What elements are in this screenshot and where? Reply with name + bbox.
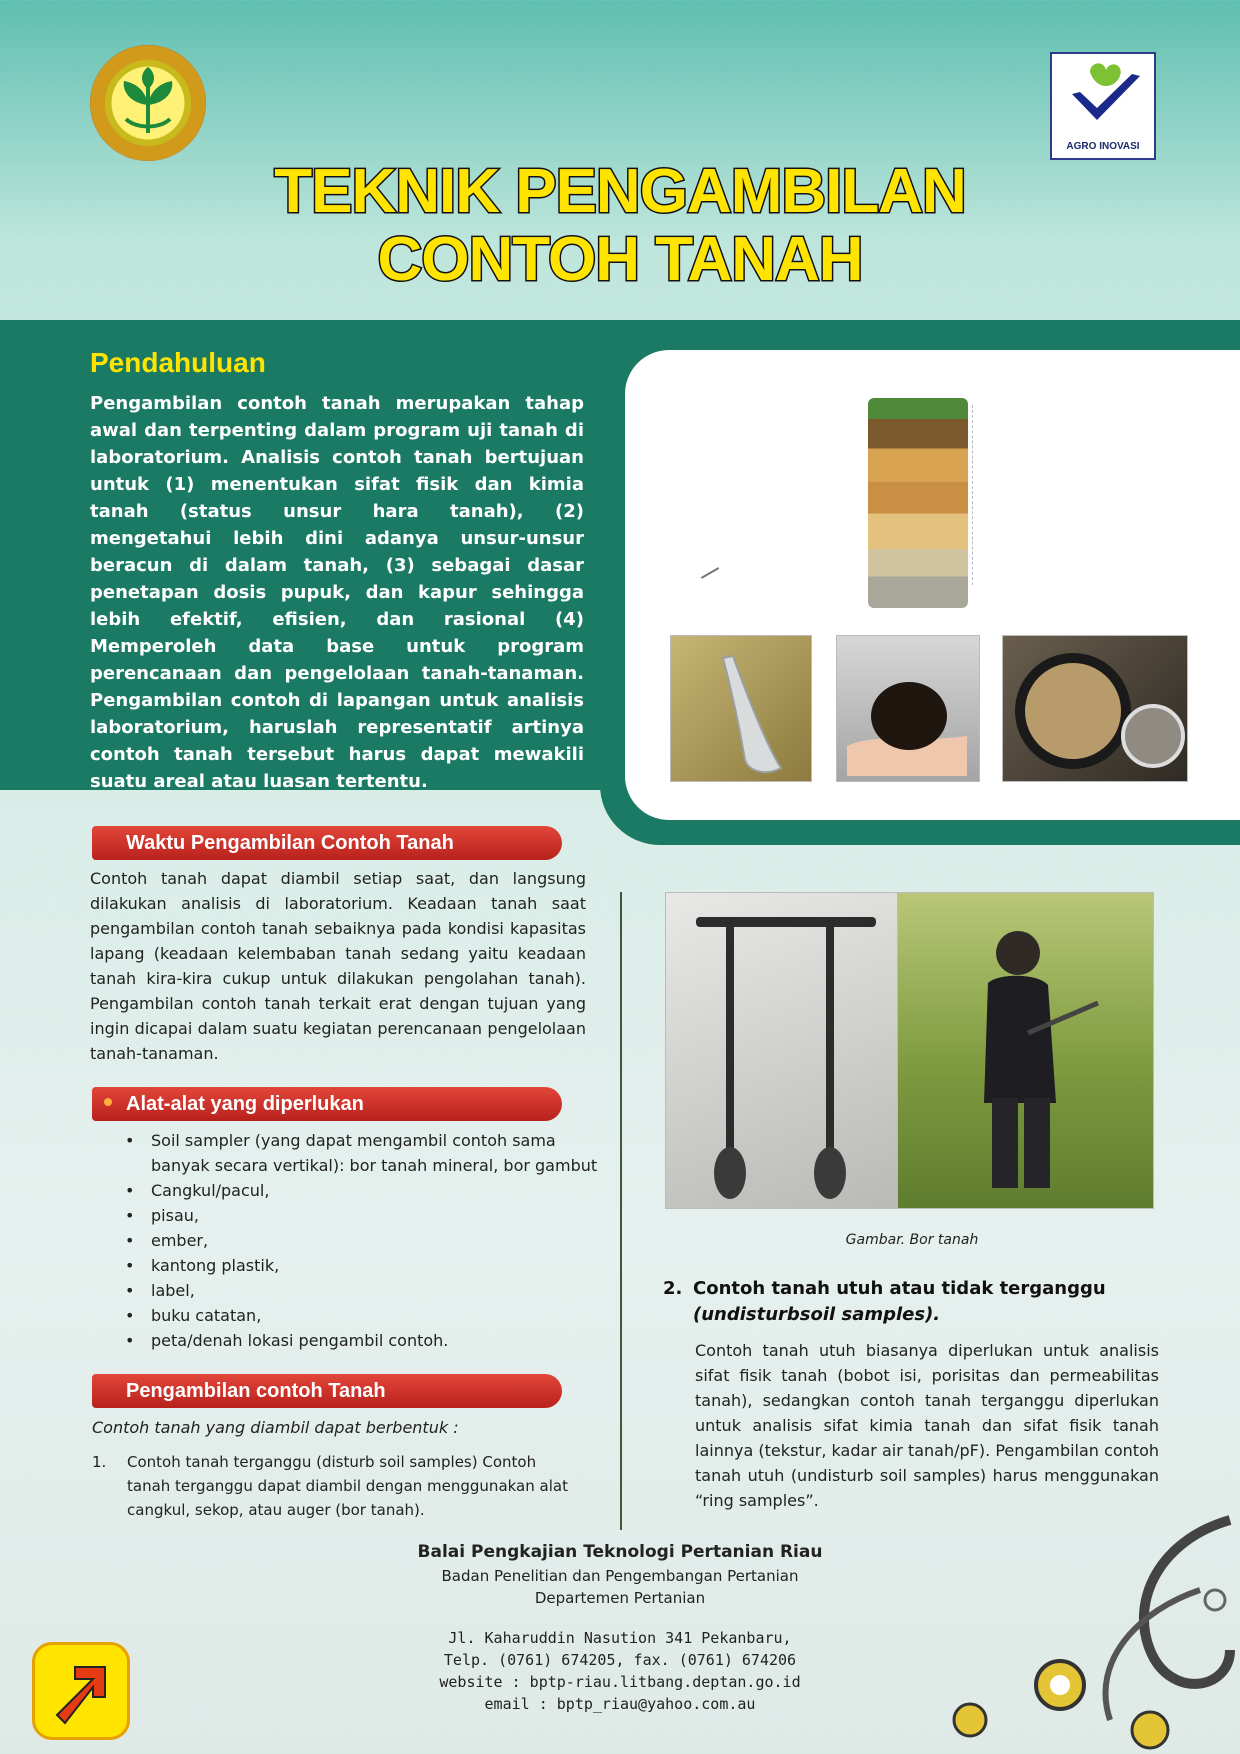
agro-inovasi-logo [1050, 52, 1156, 160]
column-divider [620, 892, 622, 1530]
soil-auger-photo [665, 892, 899, 1209]
footer-website: website : bptp-riau.litbang.deptan.go.id [439, 1673, 801, 1691]
section-heading-waktu-label: Waktu Pengambilan Contoh Tanah [126, 832, 454, 854]
checkmark-leaf-icon [1052, 54, 1154, 134]
soil-in-hand-photo [836, 635, 980, 782]
list-item: • Cangkul/pacul, [120, 1178, 600, 1203]
soil-profile-illustration [868, 398, 968, 608]
ministry-emblem-logo [90, 45, 206, 161]
list-item: • pisau, [120, 1203, 600, 1228]
item-heading: Contoh tanah utuh atau tidak terganggu [693, 1278, 1106, 1299]
footer-sub1: Badan Penelitian dan Pengembangan Pertanian [441, 1567, 799, 1585]
section-heading-pengambilan [92, 1374, 562, 1408]
footer-sub2: Departemen Pertanian [534, 1589, 706, 1607]
intro-heading: Pendahuluan [90, 347, 266, 378]
list-item: • kantong plastik, [120, 1253, 600, 1278]
list-item: • Soil sampler (yang dapat mengambil contoh sama banyak secara vertikal): bor tanah mineral, bor gambut [120, 1128, 600, 1178]
section-heading-waktu [92, 826, 562, 860]
equipment-list [120, 1128, 600, 1353]
item-number: 1. [92, 1453, 107, 1471]
pengambilan-intro: Contoh tanah yang diambil dapat berbentuk : [92, 1418, 459, 1437]
field-sampling-photo [897, 892, 1154, 1209]
section-heading-alat [92, 1087, 562, 1121]
auger-photo-caption: Gambar. Bor tanah [845, 1232, 979, 1248]
footer-phone: Telp. (0761) 674205, fax. (0761) 674206 [443, 1651, 797, 1669]
title-line-2: CONTOH TANAH [377, 225, 863, 294]
list-item: • buku catatan, [120, 1303, 600, 1328]
footer-org: Balai Pengkajian Teknologi Pertanian Riau [417, 1542, 823, 1562]
leaf-emblem-icon [90, 45, 206, 161]
item-heading-italic: (undisturbsoil samples). [693, 1304, 941, 1325]
logo-caption: AGRO INOVASI [1066, 141, 1140, 152]
footer-address: Jl. Kaharuddin Nasution 341 Pekanbaru, [448, 1629, 792, 1647]
item-text: Contoh tanah terganggu (disturb soil samples) Contoh tanah terganggu dapat diambil dengan menggunakan alat cangkul, sekop, atau auger (bor tanah). [127, 1453, 568, 1519]
footer-email: email : bptp_riau@yahoo.com.au [484, 1695, 756, 1713]
footer-contact [320, 1540, 920, 1715]
section-heading-alat-label: Alat-alat yang diperlukan [126, 1093, 364, 1115]
bullet-dot-icon [104, 1098, 112, 1106]
list-item: • label, [120, 1278, 600, 1303]
waktu-text: Contoh tanah dapat diambil setiap saat, dan langsung dilakukan analisis di laboratorium. Keadaan tanah saat pengambilan contoh tanah sebaiknya pada kondisi kapasitas lapang (keadaan kelembaban tanah sedang yaitu keadaan tanah kira-kira cukup untuk dilakukan pengolahan tanah). Pengambilan contoh tanah terkait erat dengan tujuan yang ingin dicapai dalam suatu kegiatan perencanaan pengelolaan tanah-tanaman. [90, 869, 586, 1063]
page-title [200, 158, 1040, 294]
section-heading-pengambilan-label: Pengambilan contoh Tanah [126, 1380, 386, 1402]
item-number: 2. [663, 1278, 683, 1299]
intro-text: Pengambilan contoh tanah merupakan tahap awal dan terpenting dalam program uji tanah di laboratorium. Analisis contoh tanah bertujuan untuk (1) menentukan sifat fisik dan kimia tanah (status unsur hara tanah), (2) mengetahui lebih dini adanya unsur-unsur beracun di dalam tanah, (3) sebagai dasar penetapan dosis pupuk, dan kapur sehingga lebih efektif, efisien, dan rasional (4) Memperoleh data base untuk program perencanaan dan pengelolaan tanah-tanaman. Pengambilan contoh di lapangan untuk analisis laboratorium, haruslah representatif artinya contoh tanah tersebut harus dapat mewakili suatu areal atau luasan tertentu. [90, 393, 584, 792]
list-item: • peta/denah lokasi pengambil contoh. [120, 1328, 600, 1353]
title-line-1: TEKNIK PENGAMBILAN [274, 157, 966, 226]
soil-profile-label-lines [972, 405, 1003, 585]
numbered-item-2-heading [663, 1276, 1163, 1328]
numbered-item-1 [92, 1450, 572, 1522]
soil-sample-tin-photo [1002, 635, 1188, 782]
soil-scoop-photo [670, 635, 812, 782]
decorative-swirl-icon [900, 1480, 1240, 1754]
numbered-item-2-text: Contoh tanah utuh biasanya diperlukan untuk analisis sifat fisik tanah (bobot isi, porisitas dan permeabilitas tanah), sedangkan contoh tanah terganggu diperlukan untuk analisis sifat kimia tanah dan sifat fisik tanah lainnya (tekstur, kadar air tanah/pF). Pengambilan contoh tanah utuh (undisturb soil samples) harus menggunakan “ring samples”. [695, 1341, 1159, 1510]
arrow-up-right-icon [32, 1642, 130, 1740]
list-item: • ember, [120, 1228, 600, 1253]
